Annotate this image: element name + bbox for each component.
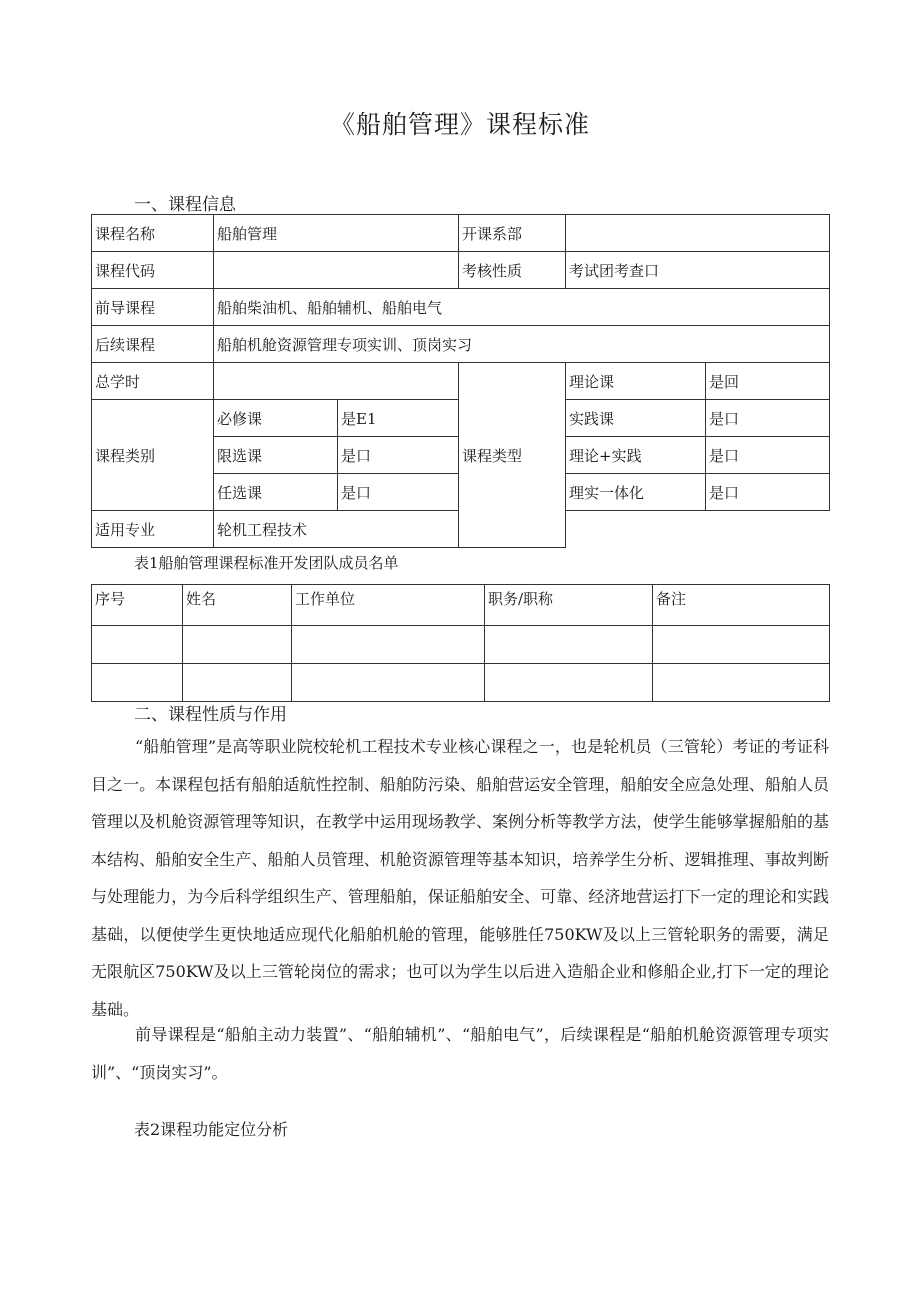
table-row <box>92 252 830 289</box>
table-cell <box>183 664 292 702</box>
theory-practice-value: 是口 <box>706 437 830 474</box>
column-header: 序号 <box>92 585 183 626</box>
table-cell <box>653 626 830 664</box>
column-header: 职务/职称 <box>485 585 653 626</box>
free-elective-value: 是口 <box>338 474 459 511</box>
department-value <box>566 215 830 252</box>
table1-caption: 表1船舶管理课程标准开发团队成员名单 <box>134 554 399 572</box>
total-hours-value <box>214 363 459 400</box>
table-cell <box>292 626 485 664</box>
table-row <box>92 626 830 664</box>
column-header: 姓名 <box>183 585 292 626</box>
major-label: 适用专业 <box>92 511 214 548</box>
table-row <box>92 363 830 400</box>
table-cell <box>653 664 830 702</box>
table-cell <box>92 626 183 664</box>
practice-value: 是口 <box>706 400 830 437</box>
integrated-value: 是口 <box>706 474 830 511</box>
section-heading-course-info: 一、课程信息 <box>134 195 236 215</box>
team-members-table <box>91 584 830 702</box>
table-cell <box>292 664 485 702</box>
table-header-row <box>92 585 830 626</box>
course-nature-paragraph: “船舶管理”是高等职业院校轮机工程技术专业核心课程之一，也是轮机员（三管轮）考证的考证科目之一。本课程包括有船舶适航性控制、船舶防污染、船舶营运安全管理，船舶安全应急处理、船舶人员管理以及机舱资源管理等知识，在教学中运用现场教学、案例分析等教学方法，使学生能够掌握船舶的基本结构、船舶安全生产、船舶人员管理、机舱资源管理等基本知识，培养学生分析、逻辑推理、事故判断与处理能力，为今后科学组织生产、管理船舶，保证船舶安全、可靠、经济地营运打下一定的理论和实践基础，以便使学生更快地适应现代化船舶机舱的管理，能够胜任750KW及以上三管轮职务的需要，满足无限航区750KW及以上三管轮岗位的需求；也可以为学生以后进入造船企业和修船企业,打下一定的理论基础。 <box>91 737 829 1019</box>
theory-label: 理论课 <box>566 363 706 400</box>
table-row <box>92 664 830 702</box>
restricted-elective-value: 是口 <box>338 437 459 474</box>
course-name-label: 课程名称 <box>92 215 214 252</box>
theory-practice-label: 理论+实践 <box>566 437 706 474</box>
table2-caption: 表2课程功能定位分析 <box>134 1120 289 1139</box>
total-hours-label: 总学时 <box>92 363 214 400</box>
followup-value: 船舶机舱资源管理专项实训、顶岗实习 <box>214 326 830 363</box>
course-type-label: 课程类型 <box>459 363 566 548</box>
assessment-value: 考试团考查口 <box>566 252 830 289</box>
practice-label: 实践课 <box>566 400 706 437</box>
table-row <box>92 326 830 363</box>
department-label: 开课系部 <box>459 215 566 252</box>
theory-value: 是回 <box>706 363 830 400</box>
table-cell <box>485 664 653 702</box>
course-code-value <box>214 252 459 289</box>
followup-label: 后续课程 <box>92 326 214 363</box>
assessment-label: 考核性质 <box>459 252 566 289</box>
table-cell <box>485 626 653 664</box>
column-header: 工作单位 <box>292 585 485 626</box>
integrated-label: 理实一体化 <box>566 474 706 511</box>
section-heading-course-nature: 二、课程性质与作用 <box>134 705 287 725</box>
prereq-value: 船舶柴油机、船舶辅机、船舶电气 <box>214 289 830 326</box>
column-header: 备注 <box>653 585 830 626</box>
prereq-label: 前导课程 <box>92 289 214 326</box>
course-info-table <box>91 214 830 548</box>
course-sequence-paragraph: 前导课程是“船舶主动力装置”、“船舶辅机”、“船舶电气”，后续课程是“船舶机舱资源管理专项实训”、“顶岗实习”。 <box>91 1025 829 1082</box>
major-value: 轮机工程技术 <box>214 511 459 548</box>
course-code-label: 课程代码 <box>92 252 214 289</box>
table-row <box>92 215 830 252</box>
restricted-elective-label: 限选课 <box>214 437 338 474</box>
table-row <box>92 289 830 326</box>
free-elective-label: 任选课 <box>214 474 338 511</box>
required-label: 必修课 <box>214 400 338 437</box>
required-value: 是E1 <box>338 400 459 437</box>
table-cell <box>92 664 183 702</box>
course-name-value: 船舶管理 <box>214 215 459 252</box>
category-label: 课程类别 <box>92 400 214 511</box>
page-title: 《船舶管理》课程标准 <box>329 110 590 139</box>
table-cell <box>183 626 292 664</box>
